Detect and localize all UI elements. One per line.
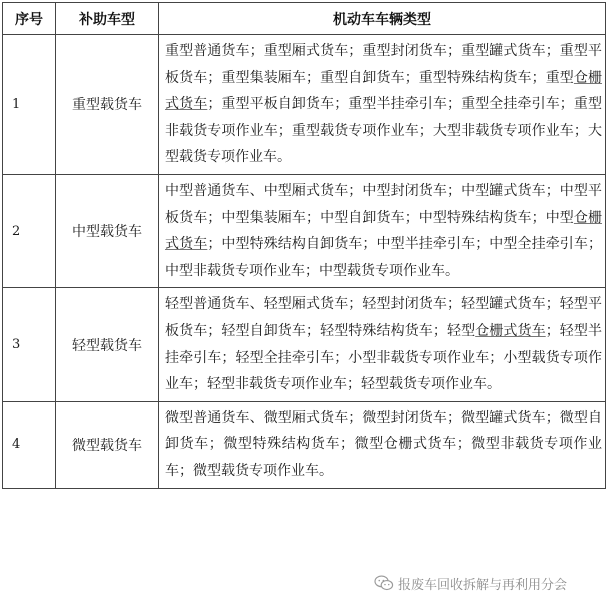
types-text: 轻型普通货车、轻型厢式货车；轻型封闭货车；轻型罐式货车；轻型平板货车；轻型自卸货车；轻型特殊结构货车；轻型 [165,296,602,339]
row-vehicle-types [159,288,606,401]
watermark-text: 报废车回收拆解与再利用分会 [398,577,568,593]
table-row [3,174,606,287]
types-text: ；中型特殊结构自卸货车；中型半挂牵引车；中型全挂牵引车；中型非载货专项作业车；中型载货专项作业车。 [165,236,603,279]
header-aux-vehicle-type: 补助车型 [56,3,159,35]
row-category: 微型载货车 [56,401,159,488]
table-header-row [3,3,606,35]
row-number: 2 [3,174,56,287]
types-text-underlined: 仓栅式货车 [165,209,603,253]
row-category: 轻型载货车 [56,288,159,401]
types-text: ；重型平板自卸货车；重型半挂牵引车；重型全挂牵引车；重型非载货专项作业车；重型载货专项作业车；大型非载货专项作业车；大型载货专项作业车。 [165,96,603,166]
types-text: 微型普通货车、微型厢式货车；微型封闭货车；微型罐式货车；微型自卸货车；微型特殊结构货车；微型仓栅式货车；微型非载货专项作业车；微型载货专项作业车。 [165,409,602,479]
vehicle-type-table [2,2,606,489]
row-category: 重型载货车 [56,35,159,175]
header-number: 序号 [3,3,56,35]
types-text: ；轻型半挂牵引车；轻型全挂牵引车；小型非载货专项作业车；小型载货专项作业车；轻型非载货专项作业车；轻型载货专项作业车。 [165,322,603,393]
types-text: 中型普通货车、中型厢式货车；中型封闭货车；中型罐式货车；中型平板货车；中型集装厢车；中型自卸货车；中型特殊结构货车；中型 [165,182,602,226]
table-row [3,401,606,488]
types-text-underlined: 仓栅式货车 [475,322,546,339]
table-row [3,288,606,401]
row-vehicle-types [159,35,606,175]
watermark [372,571,569,595]
header-motor-vehicle-types: 机动车车辆类型 [159,3,606,35]
row-number: 4 [3,401,56,488]
table-row [3,35,606,175]
row-category: 中型载货车 [56,174,159,287]
wechat-icon [374,574,394,592]
types-text-underlined: 仓栅式货车 [165,69,603,113]
row-number: 1 [3,35,56,175]
types-text: 重型普通货车；重型厢式货车；重型封闭货车；重型罐式货车；重型平板货车；重型集装厢车；重型自卸货车；重型特殊结构货车；重型 [165,43,602,86]
row-vehicle-types [159,401,606,488]
row-number: 3 [3,288,56,401]
row-vehicle-types [159,174,606,287]
